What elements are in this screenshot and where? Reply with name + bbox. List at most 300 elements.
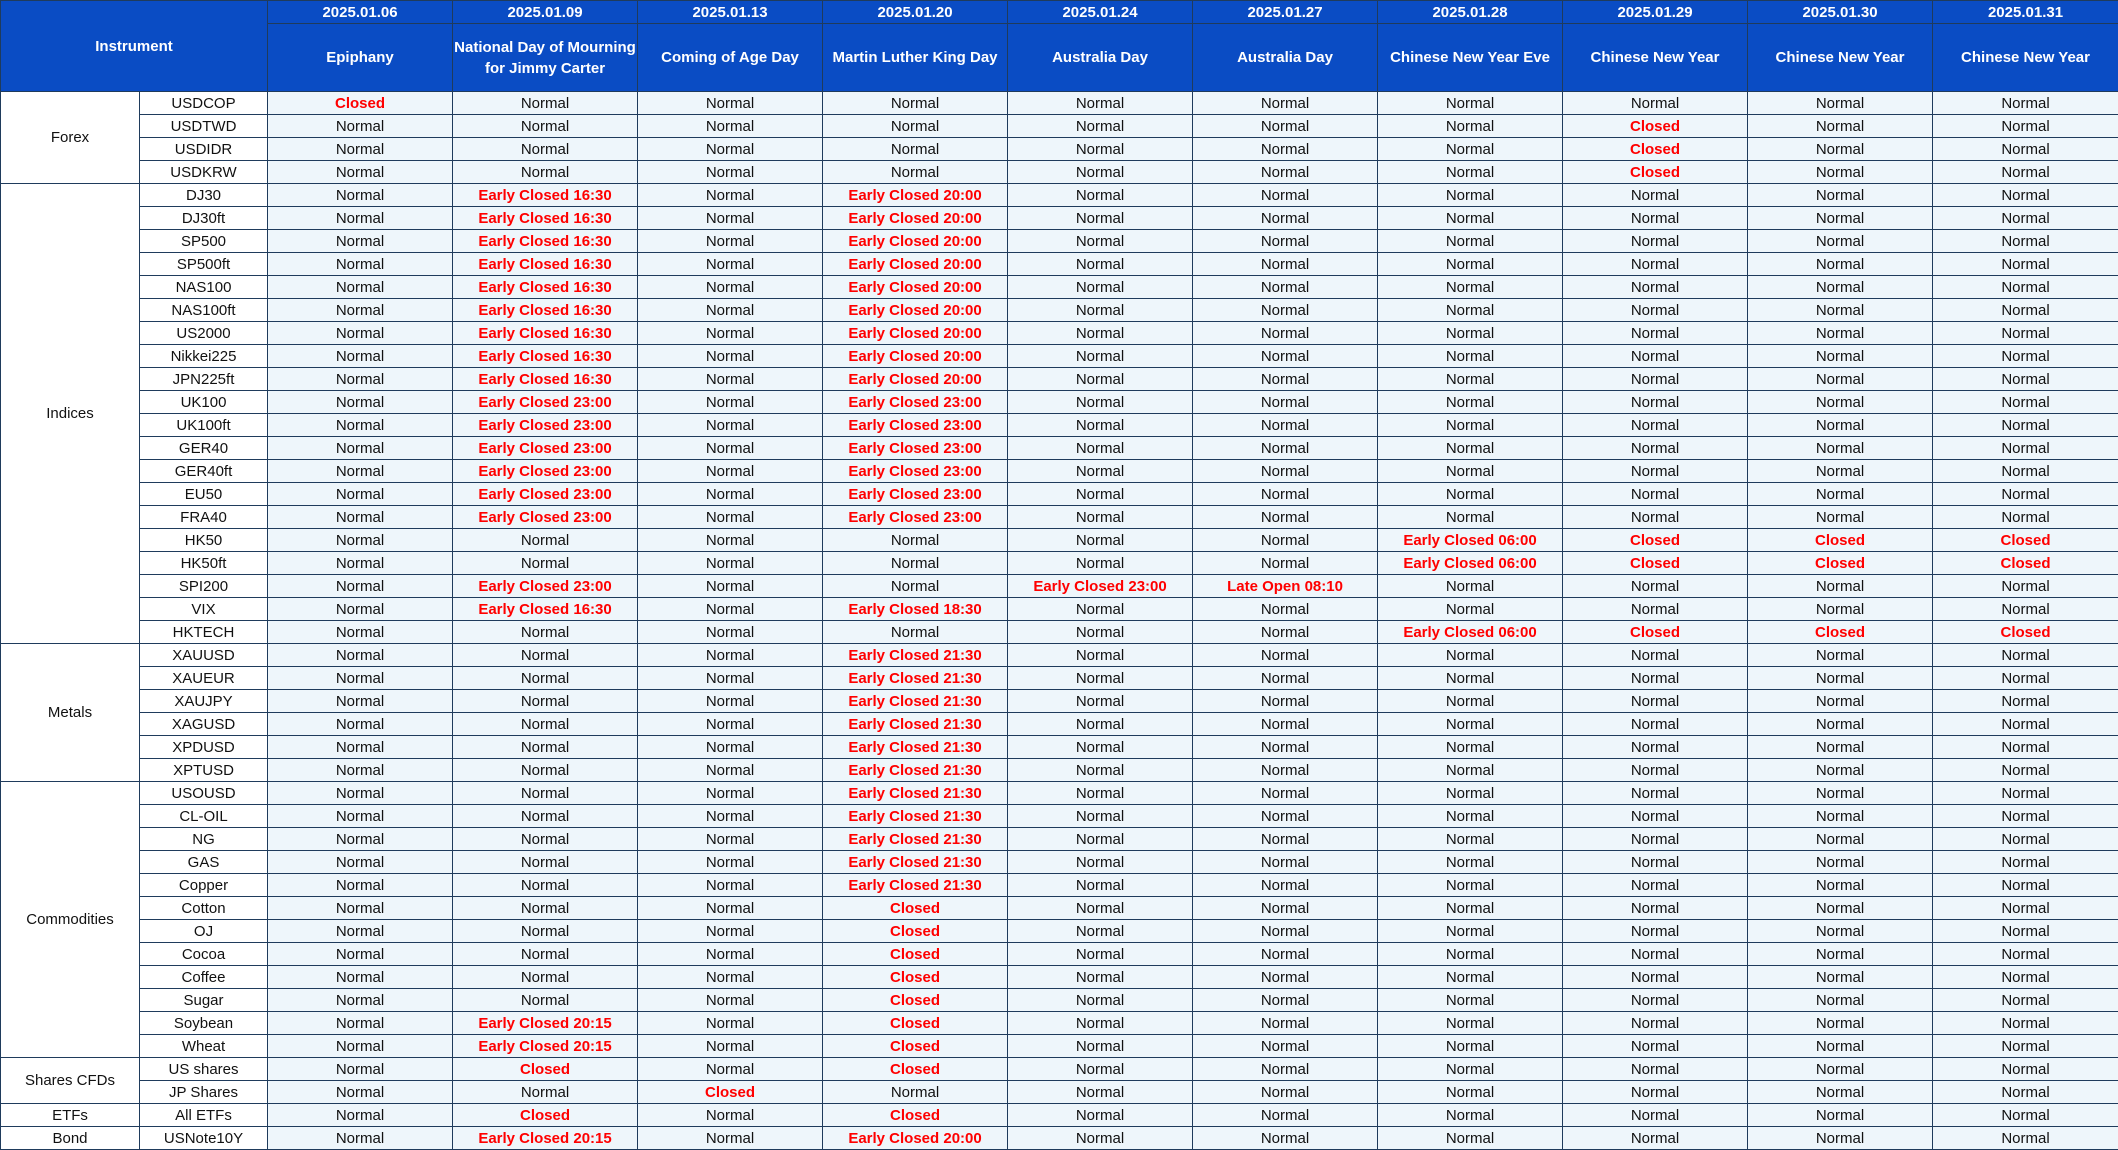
status-cell: Closed (1748, 529, 1933, 552)
status-cell: Normal (453, 943, 638, 966)
status-cell: Normal (1933, 943, 2118, 966)
status-cell: Normal (1193, 299, 1378, 322)
table-header (1, 1, 2118, 92)
status-cell: Normal (638, 506, 823, 529)
column-date: 2025.01.09 (453, 1, 638, 24)
status-cell: Normal (1378, 1058, 1563, 1081)
instrument-symbol: XAUJPY (140, 690, 268, 713)
status-cell: Normal (268, 184, 453, 207)
status-cell: Normal (1193, 943, 1378, 966)
status-cell: Normal (1563, 299, 1748, 322)
status-cell: Normal (1193, 1035, 1378, 1058)
status-cell: Normal (1748, 299, 1933, 322)
status-cell: Normal (1748, 345, 1933, 368)
status-cell: Early Closed 16:30 (453, 276, 638, 299)
column-holiday-name: Australia Day (1008, 24, 1193, 92)
status-cell: Normal (1748, 460, 1933, 483)
status-cell: Normal (1378, 966, 1563, 989)
table-row (1, 805, 2118, 828)
status-cell: Normal (1008, 1058, 1193, 1081)
instrument-symbol: SP500ft (140, 253, 268, 276)
table-row (1, 414, 2118, 437)
column-holiday-name: Epiphany (268, 24, 453, 92)
status-cell: Normal (1378, 1035, 1563, 1058)
status-cell: Normal (1193, 598, 1378, 621)
status-cell: Normal (268, 1058, 453, 1081)
status-cell: Normal (638, 874, 823, 897)
status-cell: Normal (1933, 598, 2118, 621)
status-cell: Normal (1748, 989, 1933, 1012)
category-cell: Indices (1, 184, 140, 644)
status-cell: Normal (638, 138, 823, 161)
status-cell: Early Closed 21:30 (823, 713, 1008, 736)
status-cell: Normal (1563, 1081, 1748, 1104)
status-cell: Normal (1378, 207, 1563, 230)
status-cell: Normal (1748, 713, 1933, 736)
status-cell: Normal (1378, 345, 1563, 368)
status-cell: Normal (1933, 1012, 2118, 1035)
status-cell: Normal (268, 115, 453, 138)
status-cell: Normal (1193, 759, 1378, 782)
status-cell: Normal (1748, 897, 1933, 920)
status-cell: Normal (1563, 483, 1748, 506)
status-cell: Normal (1008, 391, 1193, 414)
table-row (1, 506, 2118, 529)
status-cell: Normal (1933, 1081, 2118, 1104)
column-date: 2025.01.30 (1748, 1, 1933, 24)
status-cell: Early Closed 16:30 (453, 368, 638, 391)
table-row (1, 1035, 2118, 1058)
instrument-symbol: JP Shares (140, 1081, 268, 1104)
status-cell: Normal (1933, 736, 2118, 759)
status-cell: Normal (1563, 391, 1748, 414)
status-cell: Normal (1008, 966, 1193, 989)
status-cell: Normal (1563, 184, 1748, 207)
status-cell: Normal (1378, 253, 1563, 276)
status-cell: Normal (453, 966, 638, 989)
status-cell: Normal (1748, 828, 1933, 851)
status-cell: Normal (1563, 759, 1748, 782)
status-cell: Closed (1563, 552, 1748, 575)
table-row (1, 621, 2118, 644)
status-cell: Normal (1748, 161, 1933, 184)
status-cell: Normal (1563, 667, 1748, 690)
status-cell: Normal (1378, 184, 1563, 207)
status-cell: Normal (1378, 690, 1563, 713)
status-cell: Normal (453, 759, 638, 782)
status-cell: Early Closed 06:00 (1378, 552, 1563, 575)
status-cell: Closed (1563, 138, 1748, 161)
status-cell: Normal (1378, 920, 1563, 943)
status-cell: Normal (638, 621, 823, 644)
instrument-symbol: USDCOP (140, 92, 268, 115)
instrument-symbol: OJ (140, 920, 268, 943)
status-cell: Normal (638, 391, 823, 414)
status-cell: Normal (268, 598, 453, 621)
status-cell: Normal (1378, 230, 1563, 253)
status-cell: Early Closed 16:30 (453, 322, 638, 345)
status-cell: Normal (1193, 230, 1378, 253)
instrument-symbol: UK100ft (140, 414, 268, 437)
status-cell: Normal (1008, 483, 1193, 506)
table-row (1, 1012, 2118, 1035)
status-cell: Normal (638, 207, 823, 230)
status-cell: Early Closed 06:00 (1378, 621, 1563, 644)
status-cell: Normal (1008, 736, 1193, 759)
status-cell: Closed (1563, 621, 1748, 644)
status-cell: Normal (1563, 897, 1748, 920)
status-cell: Normal (268, 253, 453, 276)
status-cell: Normal (268, 368, 453, 391)
status-cell: Normal (268, 782, 453, 805)
category-cell: ETFs (1, 1104, 140, 1127)
status-cell: Normal (1008, 1035, 1193, 1058)
status-cell: Normal (1748, 437, 1933, 460)
table-row (1, 782, 2118, 805)
instrument-symbol: US shares (140, 1058, 268, 1081)
status-cell: Normal (1933, 575, 2118, 598)
status-cell: Normal (1563, 851, 1748, 874)
instrument-symbol: HKTECH (140, 621, 268, 644)
status-cell: Normal (1193, 483, 1378, 506)
status-cell: Early Closed 21:30 (823, 805, 1008, 828)
status-cell: Normal (268, 1081, 453, 1104)
status-cell: Normal (1933, 391, 2118, 414)
status-cell: Normal (638, 414, 823, 437)
instrument-symbol: Nikkei225 (140, 345, 268, 368)
status-cell: Normal (1378, 644, 1563, 667)
status-cell: Normal (1378, 92, 1563, 115)
status-cell: Early Closed 21:30 (823, 828, 1008, 851)
status-cell: Early Closed 23:00 (453, 460, 638, 483)
status-cell: Normal (1748, 874, 1933, 897)
table-row (1, 828, 2118, 851)
status-cell: Normal (1193, 506, 1378, 529)
status-cell: Normal (638, 92, 823, 115)
status-cell: Normal (268, 161, 453, 184)
status-cell: Normal (1193, 184, 1378, 207)
status-cell: Normal (1193, 805, 1378, 828)
status-cell: Normal (638, 322, 823, 345)
instrument-symbol: XAGUSD (140, 713, 268, 736)
table-row (1, 943, 2118, 966)
status-cell: Normal (1008, 782, 1193, 805)
status-cell: Normal (1008, 874, 1193, 897)
status-cell: Normal (1008, 1127, 1193, 1150)
status-cell: Normal (1193, 1058, 1378, 1081)
status-cell: Early Closed 20:00 (823, 299, 1008, 322)
table-row (1, 690, 2118, 713)
instrument-symbol: VIX (140, 598, 268, 621)
column-holiday-name: Chinese New Year (1748, 24, 1933, 92)
status-cell: Normal (1378, 1127, 1563, 1150)
status-cell: Normal (1193, 1012, 1378, 1035)
status-cell: Normal (1563, 1058, 1748, 1081)
status-cell: Normal (1933, 1104, 2118, 1127)
status-cell: Normal (453, 713, 638, 736)
instrument-symbol: DJ30 (140, 184, 268, 207)
status-cell: Normal (823, 161, 1008, 184)
status-cell: Normal (1193, 966, 1378, 989)
column-holiday-name: Chinese New Year (1933, 24, 2118, 92)
table-row (1, 483, 2118, 506)
status-cell: Early Closed 20:00 (823, 230, 1008, 253)
status-cell: Closed (1933, 529, 2118, 552)
status-cell: Normal (453, 115, 638, 138)
status-cell: Normal (453, 1081, 638, 1104)
status-cell: Early Closed 23:00 (453, 483, 638, 506)
instrument-symbol: NAS100 (140, 276, 268, 299)
status-cell: Normal (1563, 1035, 1748, 1058)
status-cell: Normal (1008, 92, 1193, 115)
status-cell: Closed (823, 943, 1008, 966)
status-cell: Normal (1008, 276, 1193, 299)
status-cell: Normal (1748, 690, 1933, 713)
status-cell: Closed (823, 1035, 1008, 1058)
status-cell: Normal (453, 644, 638, 667)
status-cell: Normal (1748, 759, 1933, 782)
instrument-symbol: XAUUSD (140, 644, 268, 667)
status-cell: Normal (1378, 897, 1563, 920)
column-holiday-name: National Day of Mourning for Jimmy Carter (453, 24, 638, 92)
status-cell: Normal (268, 138, 453, 161)
status-cell: Normal (638, 805, 823, 828)
status-cell: Normal (1378, 1012, 1563, 1035)
status-cell: Normal (1008, 230, 1193, 253)
status-cell: Normal (1193, 1127, 1378, 1150)
status-cell: Normal (268, 414, 453, 437)
status-cell: Normal (1563, 920, 1748, 943)
status-cell: Normal (1933, 759, 2118, 782)
status-cell: Normal (1008, 759, 1193, 782)
status-cell: Closed (823, 920, 1008, 943)
status-cell: Normal (453, 805, 638, 828)
status-cell: Normal (638, 437, 823, 460)
column-date: 2025.01.29 (1563, 1, 1748, 24)
status-cell: Normal (1378, 805, 1563, 828)
status-cell: Normal (1933, 782, 2118, 805)
status-cell: Normal (1193, 736, 1378, 759)
status-cell: Normal (453, 138, 638, 161)
status-cell: Closed (823, 1104, 1008, 1127)
table-row (1, 598, 2118, 621)
status-cell: Normal (1378, 1104, 1563, 1127)
status-cell: Early Closed 21:30 (823, 644, 1008, 667)
status-cell: Normal (1748, 1104, 1933, 1127)
instrument-symbol: DJ30ft (140, 207, 268, 230)
status-cell: Normal (1008, 828, 1193, 851)
status-cell: Normal (1563, 414, 1748, 437)
status-cell: Normal (638, 161, 823, 184)
status-cell: Normal (638, 345, 823, 368)
status-cell: Normal (1193, 368, 1378, 391)
status-cell: Early Closed 18:30 (823, 598, 1008, 621)
status-cell: Normal (638, 667, 823, 690)
status-cell: Closed (638, 1081, 823, 1104)
status-cell: Normal (268, 920, 453, 943)
status-cell: Normal (1748, 1058, 1933, 1081)
table-row (1, 575, 2118, 598)
status-cell: Closed (823, 897, 1008, 920)
column-date: 2025.01.13 (638, 1, 823, 24)
status-cell: Normal (453, 552, 638, 575)
status-cell: Early Closed 23:00 (1008, 575, 1193, 598)
status-cell: Normal (638, 460, 823, 483)
table-row (1, 851, 2118, 874)
status-cell: Closed (1933, 621, 2118, 644)
status-cell: Normal (1378, 115, 1563, 138)
status-cell: Early Closed 16:30 (453, 184, 638, 207)
status-cell: Normal (1933, 368, 2118, 391)
status-cell: Normal (1563, 782, 1748, 805)
status-cell: Normal (1748, 575, 1933, 598)
instrument-symbol: EU50 (140, 483, 268, 506)
table-row (1, 161, 2118, 184)
status-cell: Normal (1933, 690, 2118, 713)
status-cell: Normal (1933, 207, 2118, 230)
status-cell: Normal (1008, 368, 1193, 391)
status-cell: Normal (1933, 989, 2118, 1012)
status-cell: Closed (453, 1104, 638, 1127)
status-cell: Normal (1378, 391, 1563, 414)
status-cell: Normal (1008, 621, 1193, 644)
status-cell: Normal (1563, 736, 1748, 759)
status-cell: Normal (268, 391, 453, 414)
status-cell: Normal (1933, 138, 2118, 161)
status-cell: Normal (638, 115, 823, 138)
status-cell: Normal (453, 874, 638, 897)
status-cell: Normal (1748, 115, 1933, 138)
status-cell: Normal (1008, 644, 1193, 667)
status-cell: Normal (453, 690, 638, 713)
table-row (1, 230, 2118, 253)
status-cell: Early Closed 21:30 (823, 851, 1008, 874)
status-cell: Normal (1193, 460, 1378, 483)
table-row (1, 759, 2118, 782)
status-cell: Normal (1378, 138, 1563, 161)
status-cell: Normal (268, 989, 453, 1012)
status-cell: Normal (638, 575, 823, 598)
status-cell: Normal (1008, 943, 1193, 966)
instrument-symbol: SP500 (140, 230, 268, 253)
instrument-symbol: All ETFs (140, 1104, 268, 1127)
status-cell: Normal (1008, 506, 1193, 529)
status-cell: Early Closed 21:30 (823, 874, 1008, 897)
status-cell: Early Closed 20:00 (823, 345, 1008, 368)
column-date: 2025.01.31 (1933, 1, 2118, 24)
status-cell: Normal (1193, 529, 1378, 552)
status-cell: Normal (1563, 989, 1748, 1012)
status-cell: Normal (453, 828, 638, 851)
instrument-symbol: XPTUSD (140, 759, 268, 782)
status-cell: Normal (1193, 391, 1378, 414)
status-cell: Early Closed 20:00 (823, 184, 1008, 207)
status-cell: Normal (638, 368, 823, 391)
status-cell: Normal (1008, 115, 1193, 138)
status-cell: Early Closed 16:30 (453, 299, 638, 322)
status-cell: Normal (1933, 299, 2118, 322)
status-cell: Normal (638, 1058, 823, 1081)
status-cell: Normal (1008, 299, 1193, 322)
status-cell: Normal (1008, 690, 1193, 713)
status-cell: Closed (453, 1058, 638, 1081)
status-cell: Early Closed 21:30 (823, 759, 1008, 782)
status-cell: Normal (1193, 276, 1378, 299)
status-cell: Normal (1378, 828, 1563, 851)
status-cell: Normal (1008, 414, 1193, 437)
status-cell: Normal (1748, 1035, 1933, 1058)
instrument-symbol: Sugar (140, 989, 268, 1012)
status-cell: Normal (1193, 690, 1378, 713)
instrument-symbol: US2000 (140, 322, 268, 345)
table-row (1, 897, 2118, 920)
status-cell: Normal (1008, 851, 1193, 874)
status-cell: Normal (1748, 644, 1933, 667)
status-cell: Normal (638, 276, 823, 299)
status-cell: Normal (1933, 897, 2118, 920)
instrument-symbol: USDIDR (140, 138, 268, 161)
status-cell: Normal (1748, 1127, 1933, 1150)
status-cell: Normal (1008, 529, 1193, 552)
table-row (1, 92, 2118, 115)
instrument-symbol: FRA40 (140, 506, 268, 529)
status-cell: Normal (268, 460, 453, 483)
status-cell: Normal (638, 989, 823, 1012)
status-cell: Closed (268, 92, 453, 115)
status-cell: Normal (1563, 253, 1748, 276)
status-cell: Normal (1748, 184, 1933, 207)
status-cell: Normal (1378, 667, 1563, 690)
status-cell: Closed (1563, 115, 1748, 138)
status-cell: Normal (1193, 644, 1378, 667)
status-cell: Normal (1193, 1104, 1378, 1127)
status-cell: Normal (1563, 828, 1748, 851)
status-cell: Normal (268, 897, 453, 920)
status-cell: Early Closed 23:00 (823, 483, 1008, 506)
status-cell: Normal (1563, 598, 1748, 621)
instrument-header: Instrument (1, 1, 268, 92)
status-cell: Normal (1563, 322, 1748, 345)
status-cell: Normal (268, 644, 453, 667)
instrument-symbol: Soybean (140, 1012, 268, 1035)
table-row (1, 1081, 2118, 1104)
status-cell: Normal (1193, 920, 1378, 943)
status-cell: Normal (1008, 1012, 1193, 1035)
status-cell: Early Closed 23:00 (453, 391, 638, 414)
status-cell: Late Open 08:10 (1193, 575, 1378, 598)
status-cell: Normal (1563, 437, 1748, 460)
status-cell: Normal (268, 1012, 453, 1035)
status-cell: Normal (1933, 161, 2118, 184)
status-cell: Early Closed 21:30 (823, 782, 1008, 805)
status-cell: Normal (1008, 805, 1193, 828)
instrument-symbol: XAUEUR (140, 667, 268, 690)
status-cell: Normal (1008, 161, 1193, 184)
status-cell: Early Closed 21:30 (823, 736, 1008, 759)
status-cell: Normal (638, 299, 823, 322)
status-cell: Normal (1193, 621, 1378, 644)
status-cell: Early Closed 16:30 (453, 598, 638, 621)
table-row (1, 345, 2118, 368)
status-cell: Normal (1378, 782, 1563, 805)
table-row (1, 667, 2118, 690)
status-cell: Normal (1008, 437, 1193, 460)
category-cell: Bond (1, 1127, 140, 1150)
status-cell: Normal (1563, 460, 1748, 483)
status-cell: Normal (453, 782, 638, 805)
status-cell: Normal (823, 1081, 1008, 1104)
status-cell: Normal (268, 667, 453, 690)
